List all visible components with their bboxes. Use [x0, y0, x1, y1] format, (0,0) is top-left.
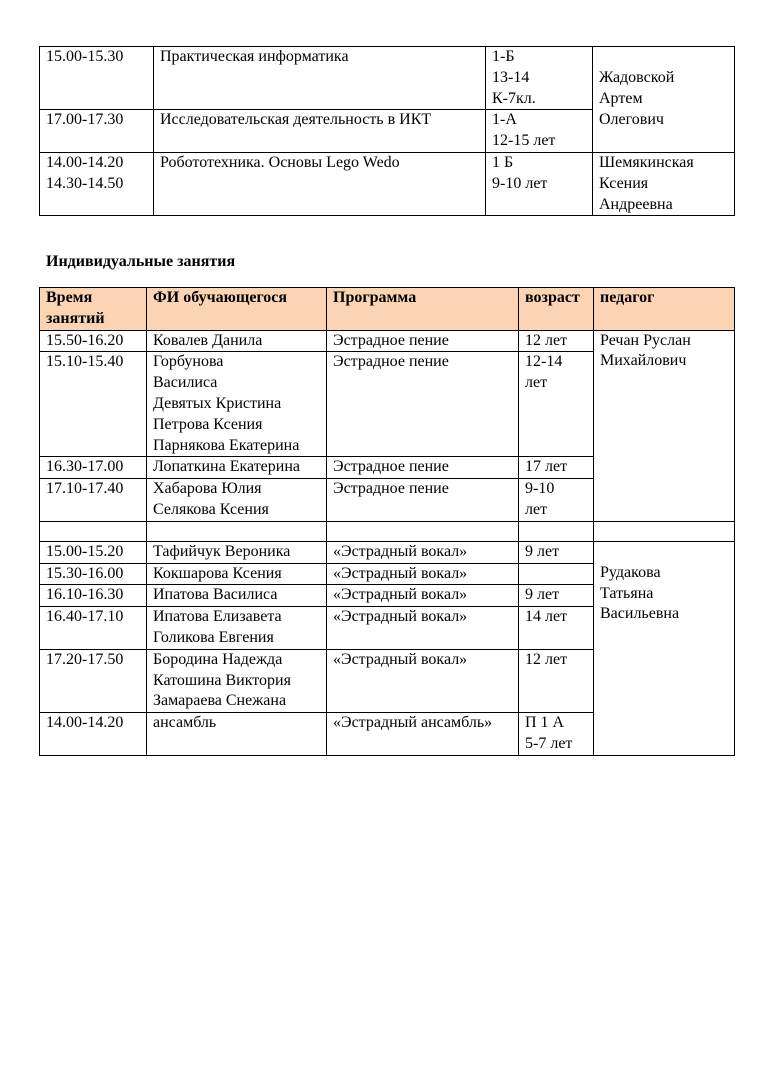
- section-title: Индивидуальные занятия: [46, 253, 236, 270]
- student-cell: Бородина Надежда Катошина Виктория Замараева Снежана: [147, 649, 327, 712]
- header-program: Программа: [327, 288, 519, 331]
- header-age: возраст: [519, 288, 594, 331]
- age-cell: 9-10 лет: [519, 479, 594, 522]
- empty-cell: [327, 521, 519, 541]
- program-cell: «Эстрадный ансамбль»: [327, 713, 519, 756]
- program-cell: Практическая информатика: [154, 47, 486, 110]
- individual-schedule-table: [39, 287, 735, 756]
- header-teacher: педагог: [594, 288, 735, 331]
- student-cell: Тафийчук Вероника: [147, 541, 327, 563]
- empty-cell: [40, 521, 147, 541]
- time-cell: 15.10-15.40: [40, 352, 147, 457]
- program-cell: «Эстрадный вокал»: [327, 563, 519, 585]
- student-cell: Лопаткина Екатерина: [147, 457, 327, 479]
- group-rudakova: [40, 541, 735, 755]
- age-cell: 9 лет: [519, 585, 594, 607]
- table-row: [40, 541, 735, 563]
- time-cell: 14.00-14.20 14.30-14.50: [40, 152, 154, 215]
- student-cell: Хабарова Юлия Селякова Ксения: [147, 479, 327, 522]
- student-cell: Ковалев Данила: [147, 330, 327, 352]
- age-cell: 12-14 лет: [519, 352, 594, 457]
- program-cell: Эстрадное пение: [327, 457, 519, 479]
- header-student: ФИ обучающегося: [147, 288, 327, 331]
- program-cell: Эстрадное пение: [327, 479, 519, 522]
- time-cell: 15.30-16.00: [40, 563, 147, 585]
- time-cell: 15.50-16.20: [40, 330, 147, 352]
- header-row: [40, 288, 735, 331]
- age-cell: 17 лет: [519, 457, 594, 479]
- student-cell: ансамбль: [147, 713, 327, 756]
- table-row: [40, 152, 735, 215]
- age-cell: П 1 А 5-7 лет: [519, 713, 594, 756]
- program-cell: «Эстрадный вокал»: [327, 649, 519, 712]
- program-cell: Робототехника. Основы Lego Wedo: [154, 152, 486, 215]
- time-cell: 14.00-14.20: [40, 713, 147, 756]
- program-cell: Эстрадное пение: [327, 352, 519, 457]
- student-cell: Ипатова Василиса: [147, 585, 327, 607]
- group-cell: 1-Б 13-14 К-7кл.: [486, 47, 593, 110]
- student-cell: Кокшарова Ксения: [147, 563, 327, 585]
- schedule-table-group: [39, 46, 735, 216]
- age-cell: 12 лет: [519, 330, 594, 352]
- time-cell: 17.10-17.40: [40, 479, 147, 522]
- time-cell: 16.30-17.00: [40, 457, 147, 479]
- table-row: [40, 47, 735, 110]
- teacher-cell: Рудакова Татьяна Васильевна: [594, 541, 735, 755]
- age-cell: 12 лет: [519, 649, 594, 712]
- program-cell: «Эстрадный вокал»: [327, 585, 519, 607]
- teacher-cell: Жадовской Артем Олегович: [593, 47, 735, 153]
- age-cell: 9 лет: [519, 541, 594, 563]
- empty-cell: [147, 521, 327, 541]
- program-cell: «Эстрадный вокал»: [327, 541, 519, 563]
- teacher-cell: Речан Руслан Михайлович: [594, 330, 735, 521]
- empty-cell: [594, 521, 735, 541]
- age-cell: [519, 563, 594, 585]
- teacher-cell: Шемякинская Ксения Андреевна: [593, 152, 735, 215]
- program-cell: Исследовательская деятельность в ИКТ: [154, 110, 486, 153]
- program-cell: Эстрадное пение: [327, 330, 519, 352]
- student-cell: Горбунова Василиса Девятых Кристина Петрова Ксения Парнякова Екатерина: [147, 352, 327, 457]
- header-time: Время занятий: [40, 288, 147, 331]
- group-rech: [40, 330, 735, 521]
- time-cell: 16.10-16.30: [40, 585, 147, 607]
- time-cell: 16.40-17.10: [40, 607, 147, 650]
- group-cell: 1 Б 9-10 лет: [486, 152, 593, 215]
- program-cell: «Эстрадный вокал»: [327, 607, 519, 650]
- empty-row: [40, 521, 735, 541]
- time-cell: 17.20-17.50: [40, 649, 147, 712]
- student-cell: Ипатова Елизавета Голикова Евгения: [147, 607, 327, 650]
- time-cell: 15.00-15.30: [40, 47, 154, 110]
- group-cell: 1-А 12-15 лет: [486, 110, 593, 153]
- time-cell: 17.00-17.30: [40, 110, 154, 153]
- time-cell: 15.00-15.20: [40, 541, 147, 563]
- table-row: [40, 330, 735, 352]
- age-cell: 14 лет: [519, 607, 594, 650]
- empty-cell: [519, 521, 594, 541]
